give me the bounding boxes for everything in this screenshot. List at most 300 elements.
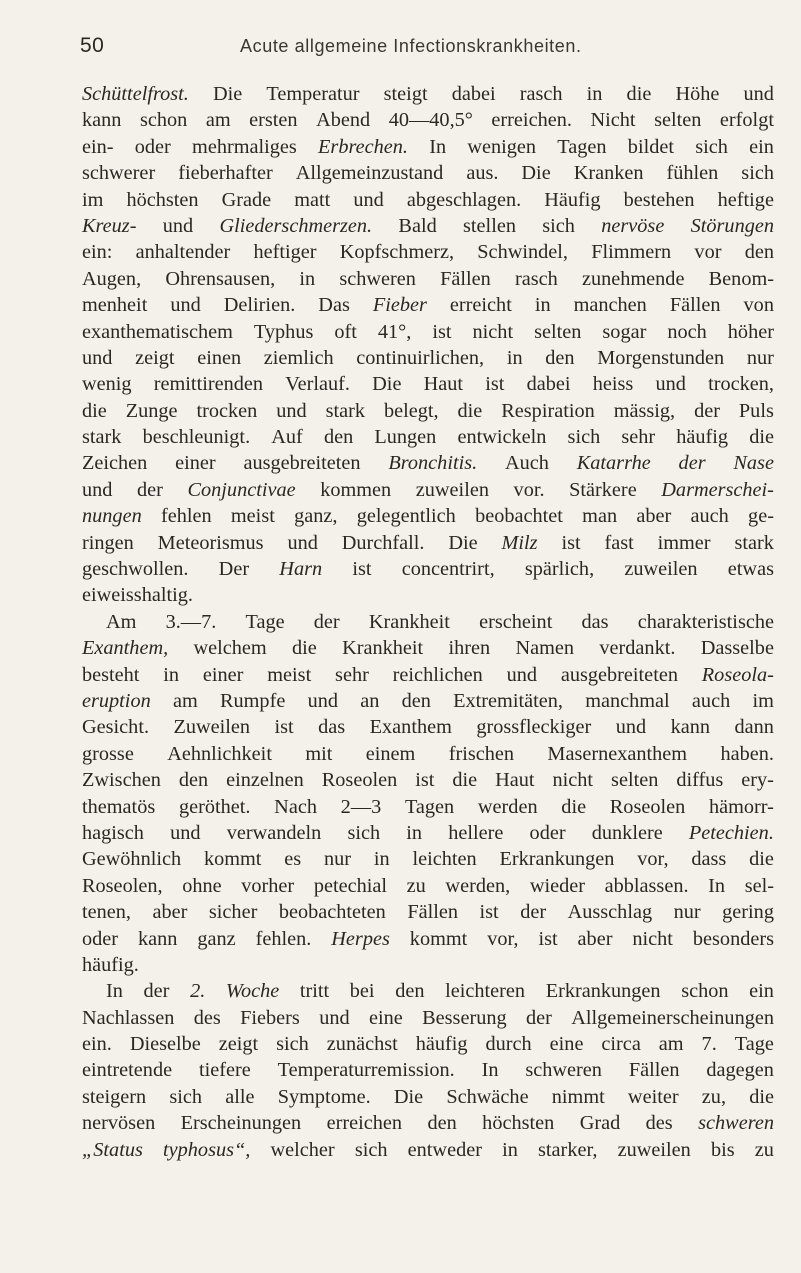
word: concentrirt, (401, 558, 495, 581)
word: ersten (249, 109, 298, 132)
word: häufig. (82, 953, 139, 976)
text-line (82, 1137, 774, 1163)
word: und (170, 294, 201, 317)
emphasized-word: eruption (82, 689, 151, 712)
word: stark (734, 531, 774, 554)
emphasized-word: nungen (82, 505, 142, 528)
word: höchsten (126, 188, 199, 211)
word: stark (325, 399, 366, 422)
word: Allgemeinerscheinungen (571, 1006, 774, 1029)
emphasized-word: Schüttelfrost. (82, 83, 189, 105)
word: wenig (82, 373, 132, 396)
word: fühlen (666, 162, 719, 185)
emphasized-word: Darmerschei- (661, 478, 774, 501)
word: Allgemeinzustand (295, 162, 444, 185)
text-line (82, 873, 774, 899)
word: es (284, 848, 302, 871)
word: sich (347, 821, 381, 844)
text-line (82, 846, 774, 872)
word: dabei (451, 83, 496, 105)
text-line (82, 582, 774, 608)
word: eine (549, 1033, 584, 1056)
word: aus. (466, 162, 499, 185)
word: die (457, 399, 483, 422)
word: erscheint (479, 610, 553, 633)
running-head (80, 34, 770, 64)
word: sehr (335, 663, 369, 686)
word: Flimmern (591, 241, 672, 264)
word: ein (749, 135, 774, 158)
word: nicht (472, 320, 514, 343)
word: 3.—7. (165, 610, 217, 633)
word: nimmt (551, 1085, 605, 1108)
word: sehr (621, 426, 656, 449)
word: und (319, 1006, 350, 1029)
word: Ohrensausen, (165, 267, 276, 290)
text-line (82, 530, 774, 556)
text-line (82, 635, 774, 661)
emphasized-word: Kreuz- (82, 214, 137, 237)
text-line (82, 794, 774, 820)
text-line (82, 556, 774, 582)
word: Erkrankungen (545, 980, 661, 1003)
word: eiweisshaltig. (82, 584, 193, 607)
word: welcher (270, 1138, 335, 1161)
word: grosse (82, 742, 134, 765)
word: den (401, 689, 431, 712)
word: sich (354, 1138, 388, 1161)
word: sich (567, 426, 601, 449)
text-line (82, 398, 774, 424)
word: vor. (513, 478, 545, 501)
word: Zeichen (82, 452, 148, 475)
word: das (581, 610, 609, 633)
word: Abend (316, 109, 371, 132)
text-line (82, 266, 774, 292)
word: der (525, 1006, 552, 1029)
word: kann (670, 716, 710, 739)
word: continuirlichen, (356, 346, 485, 369)
word: häufig (676, 426, 729, 449)
word: selten (611, 769, 659, 792)
word: Haut (423, 373, 464, 396)
word: In (106, 980, 123, 1003)
word: etwas (727, 558, 774, 581)
word: bei (349, 980, 375, 1003)
word: Fällen (440, 267, 491, 290)
text-line (82, 345, 774, 371)
word: der (313, 610, 340, 633)
text-line (82, 1110, 774, 1136)
word: exanthematischem (82, 320, 233, 343)
word: zeigt (218, 1033, 259, 1056)
text-line (82, 662, 774, 688)
word: den (178, 769, 209, 792)
text-line (82, 1084, 774, 1110)
word: höher (727, 320, 774, 343)
word: ringen (82, 531, 134, 554)
word: erreicht (449, 294, 512, 317)
word: Roseolen (609, 795, 686, 818)
word: trocken (196, 399, 258, 422)
word: hagisch (82, 821, 144, 844)
word: häufig (415, 1033, 468, 1056)
emphasized-word: der (678, 452, 706, 475)
word: Aehnlichkeit (167, 742, 272, 765)
word: schweren (339, 267, 416, 290)
word: in (586, 83, 603, 105)
word: dass (691, 848, 727, 871)
word: die (561, 795, 587, 818)
word: ein. (82, 1033, 112, 1056)
word: ist (274, 716, 294, 739)
text-line (82, 609, 774, 635)
word: des (645, 1112, 673, 1135)
word: heftiger (253, 241, 317, 264)
word: fehlen. (255, 927, 312, 950)
word: Erkrankungen (499, 848, 615, 871)
word: In (708, 874, 726, 897)
word: die (749, 848, 774, 871)
word: von (743, 294, 774, 317)
word: hellere (448, 821, 504, 844)
word: und (170, 821, 201, 844)
text-line (82, 1031, 774, 1057)
word: Delirien. (223, 294, 296, 317)
word: Lungen (374, 426, 437, 449)
word: tenen, (82, 901, 131, 924)
word: und (82, 346, 113, 369)
word: der (143, 980, 170, 1003)
word: kommt (203, 848, 262, 871)
word: dagegen (706, 1059, 774, 1082)
word: Symptome. (277, 1085, 371, 1108)
word: den (427, 1112, 457, 1135)
word: und (615, 716, 647, 739)
word: reichlichen (392, 663, 483, 686)
word: beobachtet (475, 505, 563, 528)
word: sel- (744, 874, 774, 897)
word: nicht (632, 927, 673, 950)
word: ihren (448, 637, 491, 660)
word: bildet (627, 135, 674, 158)
word: frischen (448, 742, 515, 765)
word: circa (601, 1033, 641, 1056)
word: meist (230, 505, 275, 528)
word: mehrmaliges (192, 135, 297, 158)
word: stark (82, 426, 122, 449)
word: am (205, 109, 231, 132)
word: zuweilen (415, 478, 489, 501)
word: anhaltender (135, 241, 231, 264)
word: oder (82, 927, 119, 950)
word: und (655, 373, 686, 396)
word: und (82, 478, 113, 501)
emphasized-word: nervöse (601, 214, 665, 237)
page-number: 50 (80, 34, 105, 57)
word: belegt, (383, 399, 439, 422)
word: ge- (748, 505, 774, 528)
word: an (360, 689, 380, 712)
word: zu (406, 874, 426, 897)
text-line (82, 1005, 774, 1031)
body-text (82, 81, 774, 1163)
word: oder (529, 821, 566, 844)
word: bis (710, 1138, 735, 1161)
word: Schwäche (446, 1085, 529, 1108)
word: sich (276, 1033, 309, 1056)
word: Tage (734, 1033, 774, 1056)
word: nervösen (82, 1112, 156, 1135)
word: einzelnen (226, 769, 304, 792)
word: ist (352, 558, 372, 581)
word: im (82, 188, 104, 211)
word: sich (695, 135, 728, 158)
word: Nicht (590, 109, 636, 132)
word: den (395, 980, 425, 1003)
word: ist (561, 531, 581, 554)
word: einer (175, 452, 216, 475)
word: Am (106, 610, 137, 633)
emphasized-word: Bronchitis. (388, 452, 478, 475)
word: wenigen (467, 135, 537, 158)
word: leichten (412, 848, 477, 871)
word: In (481, 1059, 499, 1082)
word: dabei (526, 373, 571, 396)
word: ziemlich (263, 346, 334, 369)
word: 2—3 (340, 795, 382, 818)
text-line (82, 450, 774, 476)
word: Der (218, 558, 250, 581)
word: vor, (637, 848, 669, 871)
word: vor, (487, 927, 519, 950)
word: der (137, 478, 163, 501)
word: noch (667, 320, 707, 343)
word: in (373, 848, 390, 871)
word: rasch (519, 83, 563, 105)
word: kommt (409, 927, 468, 950)
word: vorher (241, 874, 295, 897)
word: zu, (701, 1085, 727, 1108)
word: Nachlassen (82, 1006, 175, 1029)
word: menheit (82, 294, 148, 317)
emphasized-word: Herpes (331, 927, 390, 950)
word: Nach (274, 795, 317, 818)
word: ausgebreiteten (243, 452, 361, 475)
word: hämorr- (708, 795, 774, 818)
word: diffus (676, 769, 724, 792)
word: auch (691, 689, 731, 712)
word: werden, (445, 874, 511, 897)
word: sicher (208, 901, 258, 924)
word: selten (534, 320, 582, 343)
word: in (502, 1138, 518, 1161)
word: in (299, 267, 316, 290)
word: den (744, 241, 774, 264)
word: entweder (407, 1138, 482, 1161)
word: in (534, 294, 551, 317)
word: Grad (579, 1112, 621, 1135)
word: ganz (197, 927, 236, 950)
word: der (694, 399, 720, 422)
word: schon (139, 109, 188, 132)
word: Temperatur (266, 83, 360, 105)
word: remittirenden (153, 373, 264, 396)
word: nur (746, 346, 774, 369)
word: ein: (82, 241, 113, 264)
word: und (287, 531, 318, 554)
word: und (506, 663, 538, 686)
emphasized-word: Milz (501, 531, 538, 554)
word: petechial (313, 874, 388, 897)
word: ein (749, 980, 774, 1003)
text-line (82, 741, 774, 767)
word: mit (305, 742, 333, 765)
word: bestehen (623, 188, 695, 211)
emphasized-word: Fieber (372, 294, 427, 317)
word: verdankt. (599, 637, 676, 660)
word: matt (294, 188, 331, 211)
word: gering (722, 901, 774, 924)
word: erreichen. (491, 109, 572, 132)
word: ist (479, 901, 499, 924)
word: besonders (692, 927, 774, 950)
word: Zuweilen (173, 716, 251, 739)
word: Schwindel, (477, 241, 568, 264)
word: selten (654, 109, 702, 132)
word: erfolgt (719, 109, 774, 132)
word: ist (415, 769, 435, 792)
word: ery- (741, 769, 774, 792)
text-line (82, 477, 774, 503)
word: eintretende (82, 1059, 173, 1082)
word: werden (477, 795, 538, 818)
word: die (292, 637, 317, 660)
word: die (749, 426, 774, 449)
emphasized-word: schweren (698, 1112, 774, 1135)
text-line (82, 371, 774, 397)
word: erreichen (326, 1112, 403, 1135)
word: Fällen (628, 1059, 680, 1082)
word: Tagen (557, 135, 607, 158)
word: alle (225, 1085, 255, 1108)
emphasized-word: Harn (279, 558, 323, 581)
text-line (82, 952, 774, 978)
word: Durchfall. (341, 531, 425, 554)
word: manchmal (585, 689, 670, 712)
word: Fällen (407, 901, 459, 924)
text-line (82, 820, 774, 846)
word: und (743, 83, 774, 105)
emphasized-word: Roseola- (701, 663, 774, 686)
word: im (752, 689, 774, 712)
emphasized-word: Petechien. (688, 821, 774, 844)
emphasized-word: Erbrechen. (318, 135, 408, 158)
word: in (163, 663, 180, 686)
word: Kopfschmerz, (339, 241, 455, 264)
word: steigern (82, 1085, 147, 1108)
word: Ausschlag (567, 901, 653, 924)
text-line (82, 424, 774, 450)
word: ausgebreiteten (560, 663, 678, 686)
word: Stärkere (569, 478, 637, 501)
word: welchem (193, 637, 267, 660)
word: geröthet. (178, 795, 251, 818)
word: Gewöhnlich (82, 848, 182, 871)
word: ein- (82, 135, 114, 158)
word: und (353, 188, 384, 211)
word: einen (197, 346, 242, 369)
word: leichteren (445, 980, 526, 1003)
word: die (82, 399, 107, 422)
emphasized-word: Gliederschmerzen. (219, 214, 373, 237)
word: In (429, 135, 447, 158)
word: aber (577, 927, 613, 950)
word: ist (485, 373, 505, 396)
word: oder (134, 135, 171, 158)
word: Häufig (544, 188, 601, 211)
word: einer (202, 663, 244, 686)
word: Tage (245, 610, 285, 633)
word: heiss (592, 373, 634, 396)
word: Das (318, 294, 350, 317)
word: ohne (182, 874, 222, 897)
word: stellen (463, 214, 516, 237)
word: schweren (525, 1059, 602, 1082)
word: entwickeln (457, 426, 547, 449)
text-line (82, 688, 774, 714)
word: Zunge (125, 399, 178, 422)
word: eine (368, 1006, 403, 1029)
word: besteht (82, 663, 140, 686)
word: Fällen (669, 294, 721, 317)
text-line (82, 107, 774, 133)
text-line (82, 292, 774, 318)
word: in (406, 821, 423, 844)
text-line (82, 134, 774, 160)
word: Masernexanthem (547, 742, 688, 765)
word: Die (372, 373, 402, 396)
word: tritt (299, 980, 330, 1003)
word: kann (137, 927, 178, 950)
word: den (323, 426, 354, 449)
word: ist (432, 320, 452, 343)
word: trocken, (708, 373, 774, 396)
word: am (658, 1033, 684, 1056)
word: immer (657, 531, 711, 554)
word: zeigt (135, 346, 175, 369)
word: nicht (552, 769, 594, 792)
emphasized-word: typhosus“, (163, 1138, 251, 1161)
word: schwerer (82, 162, 156, 185)
word: fehlen (160, 505, 212, 528)
word: Auch (505, 452, 549, 475)
word: Die (448, 531, 478, 554)
word: Namen (515, 637, 575, 660)
word: Die (393, 1085, 424, 1108)
word: Puls (738, 399, 774, 422)
word: des (193, 1006, 221, 1029)
word: Zwischen (82, 769, 161, 792)
word: man (582, 505, 618, 528)
emphasized-word: Katarrhe (576, 452, 651, 475)
word: heftige (717, 188, 774, 211)
word: fast (604, 531, 634, 554)
word: mässig, (613, 399, 676, 422)
word: ganz, (294, 505, 338, 528)
word: Grade (221, 188, 272, 211)
word: Höhe (675, 83, 720, 105)
